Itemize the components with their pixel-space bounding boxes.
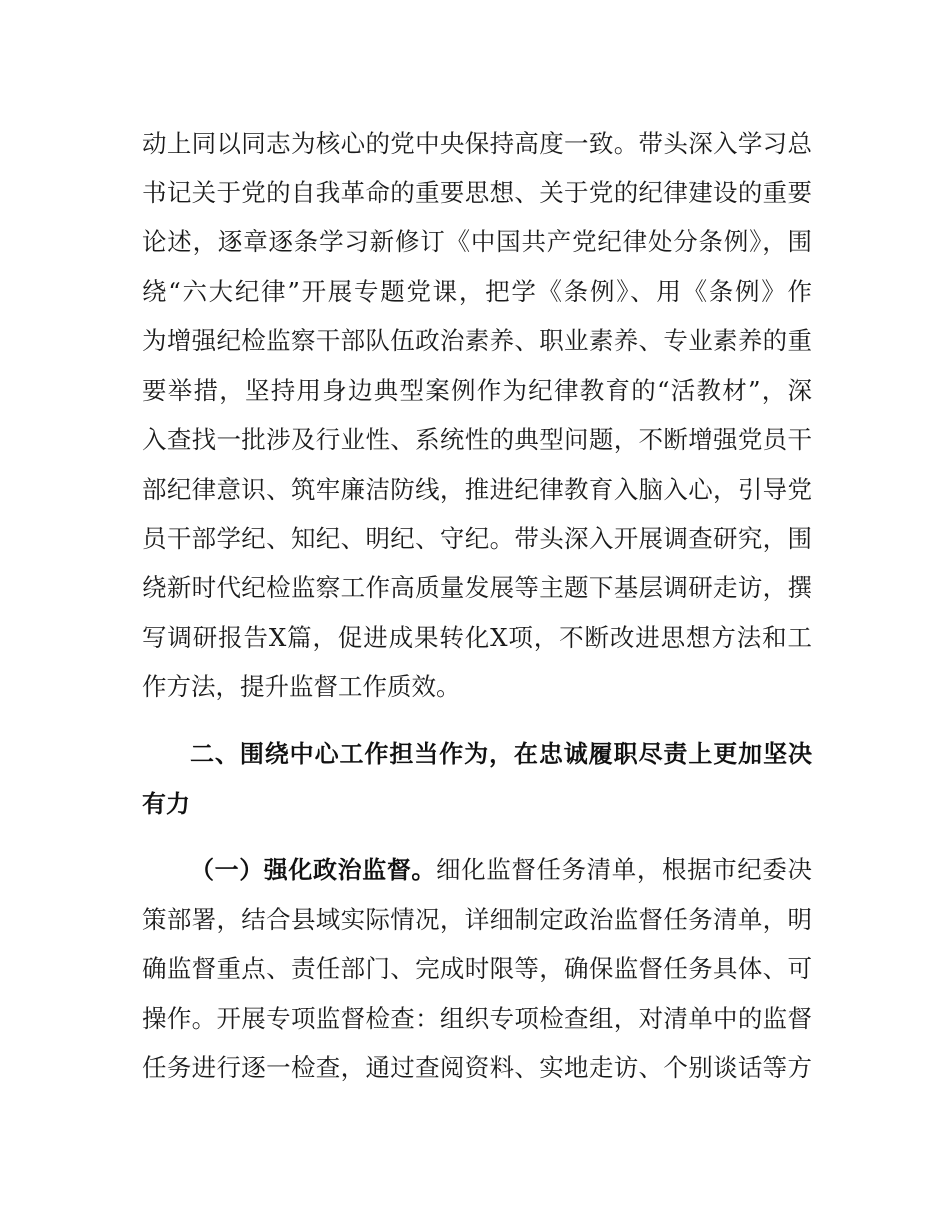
- paragraph-line: 操作。开展专项监督检查：组织专项检查组，对清单中的监督: [142, 1004, 812, 1033]
- paragraph-line: 绕“六大纪律”开展专题党课，把学《条例》、用《条例》作: [142, 277, 812, 306]
- paragraph-line: 为增强纪检监察干部队伍政治素养、职业素养、专业素养的重: [142, 326, 812, 355]
- paragraph-text: 细化监督任务清单，根据市纪委决: [436, 855, 813, 884]
- subsection-title: （一）强化政治监督。: [190, 856, 437, 884]
- paragraph-line: 任务进行逐一检查，通过查阅资料、实地走访、个别谈话等方: [142, 1053, 812, 1082]
- paragraph-line: 要举措，坚持用身边典型案例作为纪律教育的“活教材”，深: [142, 376, 812, 405]
- paragraph-line: 绕新时代纪检监察工作高质量发展等主题下基层调研走访，撰: [142, 573, 812, 602]
- paragraph-line: 确监督重点、责任部门、完成时限等，确保监督任务具体、可: [142, 954, 812, 983]
- paragraph-line: 策部署，结合县域实际情况，详细制定政治监督任务清单，明: [142, 905, 812, 934]
- section-heading-continued: 有力: [142, 790, 190, 818]
- paragraph-line: 员干部学纪、知纪、明纪、守纪。带头深入开展调查研究，围: [142, 524, 812, 553]
- paragraph-line: 写调研报告X篇，促进成果转化X项，不断改进思想方法和工: [142, 623, 812, 652]
- paragraph-line: 入查找一批涉及行业性、系统性的典型问题，不断增强党员干: [142, 425, 812, 454]
- paragraph-line: 作方法，提升监督工作质效。: [142, 672, 461, 701]
- paragraph-first-line: [190, 850, 812, 890]
- paragraph-line: 部纪律意识、筑牢廉洁防线，推进纪律教育入脑入心，引导党: [142, 475, 812, 504]
- paragraph-line: 书记关于党的自我革命的重要思想、关于党的纪律建设的重要: [142, 178, 812, 207]
- paragraph-line: 论述，逐章逐条学习新修订《中国共产党纪律处分条例》，围: [142, 227, 812, 256]
- paragraph-line: 动上同以同志为核心的党中央保持高度一致。带头深入学习总: [142, 129, 812, 158]
- section-heading: 二、围绕中心工作担当作为，在忠诚履职尽责上更加坚决: [190, 740, 812, 768]
